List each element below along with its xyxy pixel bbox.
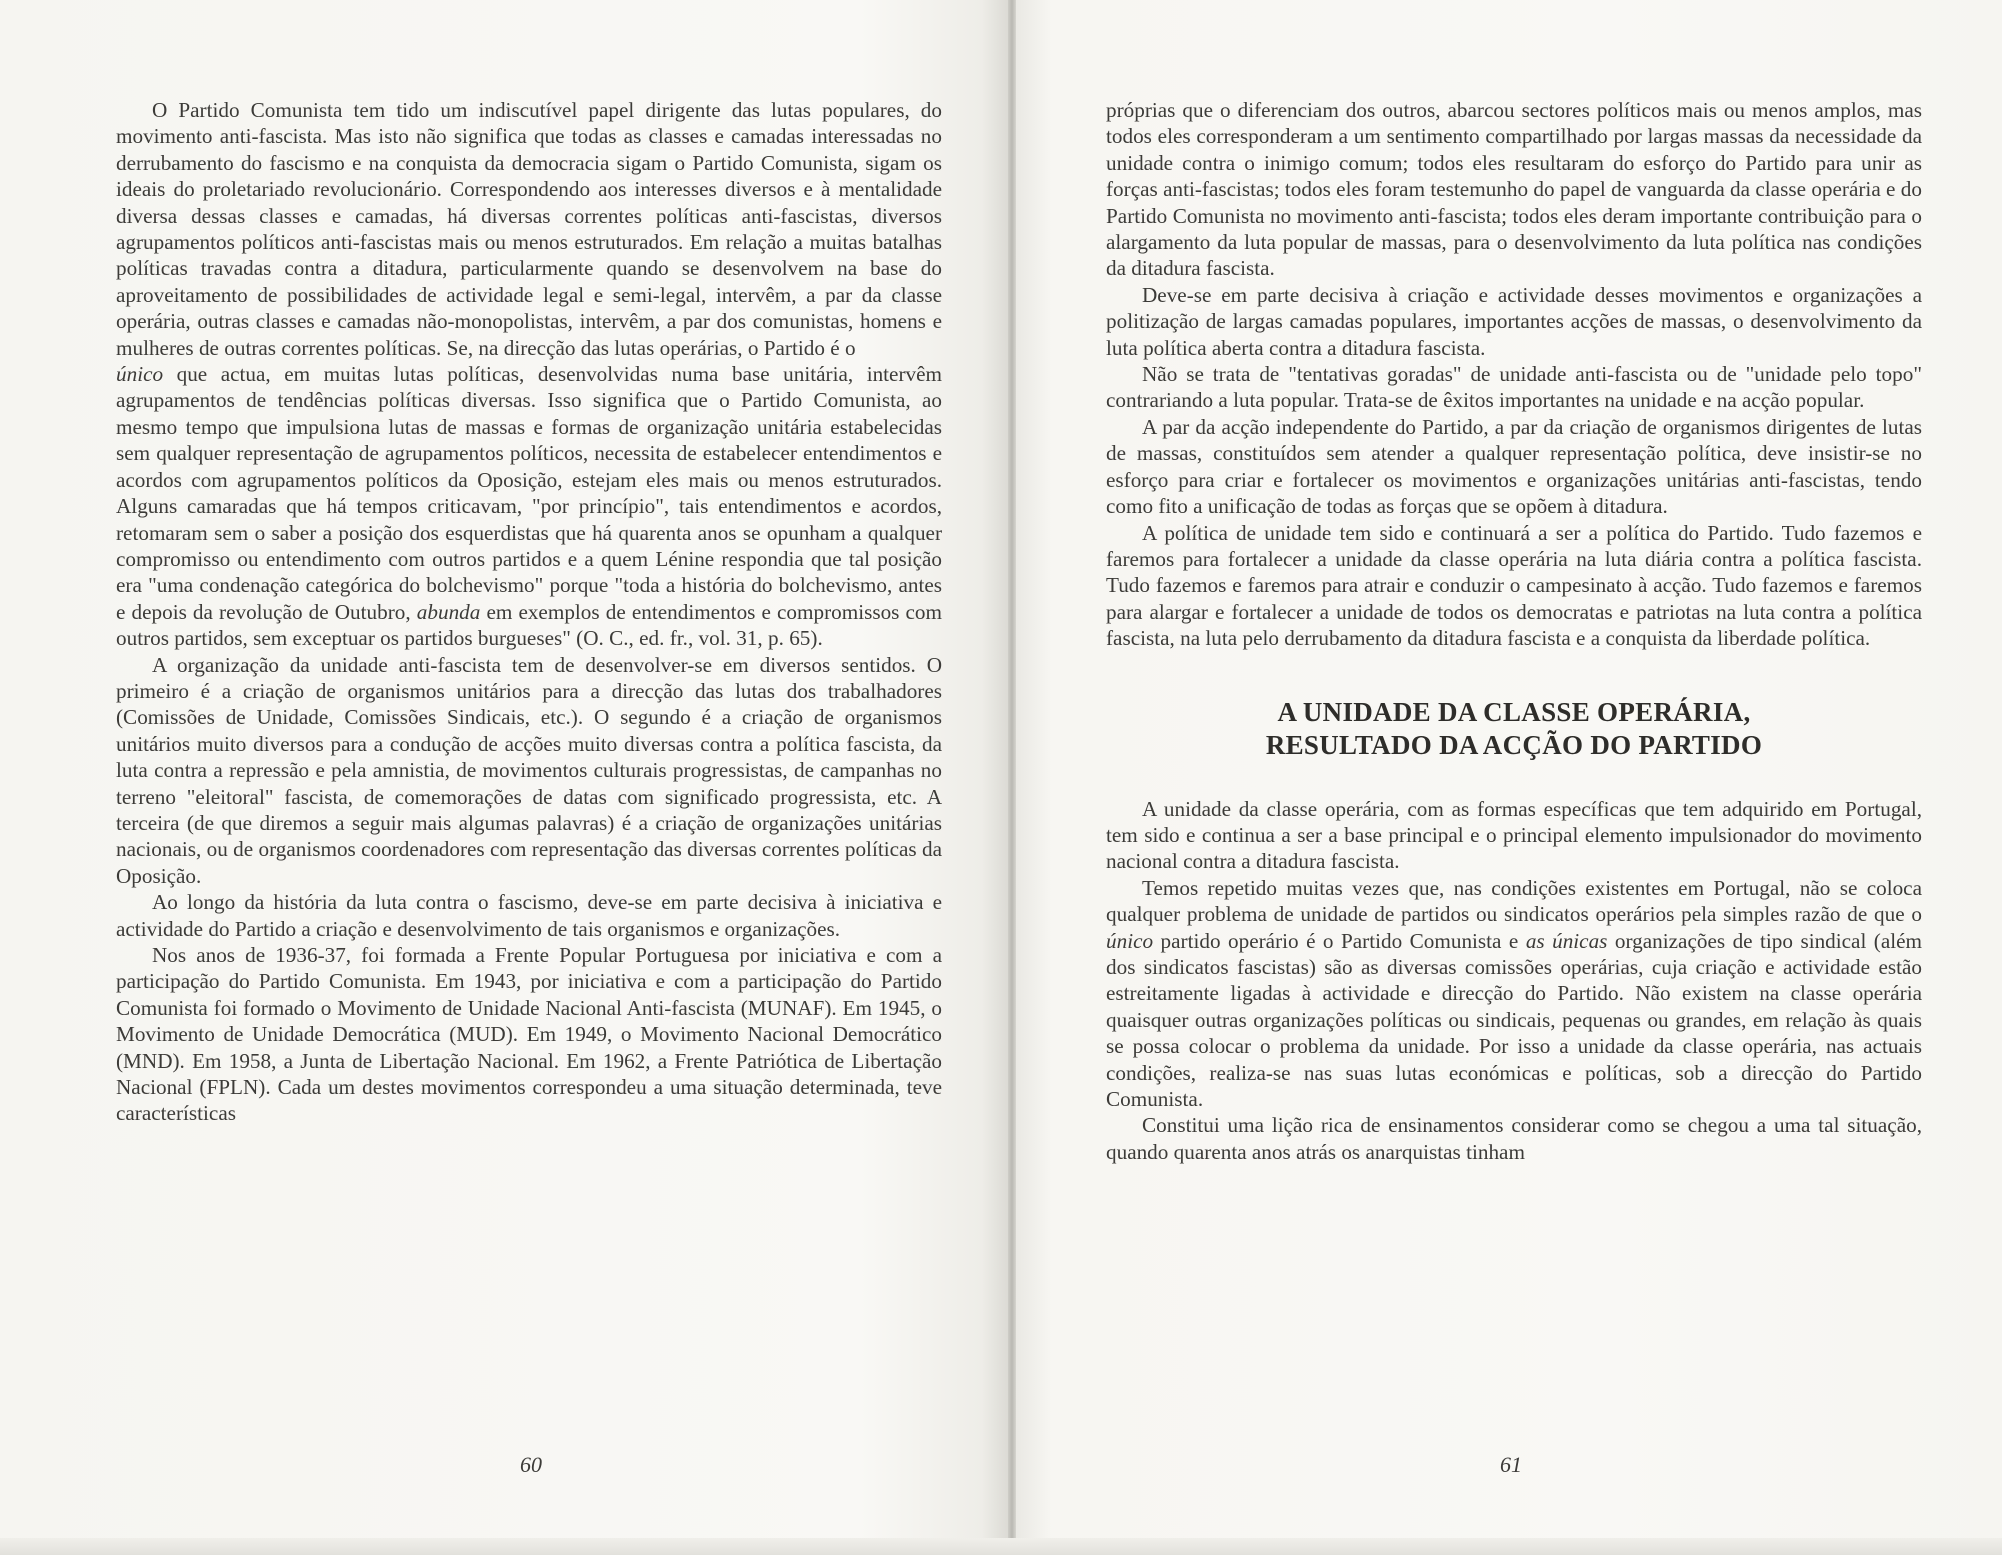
italic-word: único <box>116 362 164 387</box>
paragraph: Ao longo da história da luta contra o fascismo, deve-se em parte decisiva à iniciativa e actividade do Partido a criação e desenvolvimento de tais organismos e organizações. <box>116 890 942 941</box>
page-number: 61 <box>1500 1452 1522 1477</box>
book-gutter <box>1008 0 1016 1555</box>
paragraph-text: em exemplos de entendimentos e compromissos com outros partidos, sem exceptuar os partidos burgueses" (O. C., ed. fr., vol. 31, p. 65). <box>116 599 943 651</box>
paragraph: Não se trata de "tentativas goradas" de unidade anti-fascista ou de "unidade pelo topo" contrariando a luta popular. Trata-se de êxitos importantes na unidade e na acção popular. <box>1106 362 1922 413</box>
paragraph: próprias que o diferenciam dos outros, abarcou sectores políticos mais ou menos amplos, mas todos eles corresponderam a um sentimento compartilhado por largas massas da necessidade da unidade contra o inimigo comum; todos eles resultaram do esforço do Partido para unir as forças anti-fascistas; todos eles foram testemunho do papel de vanguarda da classe operária e do Partido Comunista no movimento anti-fascista; todos eles deram importante contribuição para o alargamento da luta popular de massas, para o desenvolvimento da luta política nas condições da ditadura fascista. <box>1106 98 1922 281</box>
paragraph: Constitui uma lição rica de ensinamentos considerar como se chegou a uma tal situação, quando quarenta anos atrás os anarquistas tinham <box>1106 1113 1922 1164</box>
paragraph-text: organizações de tipo sindical (além dos sindicatos fascistas) são as diversas comissões operárias, cuja criação e actividade estão estreitamente ligadas à actividade e direcção do Partido. Não existem na classe operária quaisquer outras organizações políticas ou sindicais, pequenas ou grandes, em relação às quais se possa colocar o problema da unidade. Por isso a unidade da classe operária, nas actuais condições, realiza-se nas suas lutas económicas e políticas, sob a direcção do Partido Comunista. <box>1106 928 1923 1111</box>
italic-word: único <box>1106 928 1154 953</box>
paragraph: A política de unidade tem sido e continuará a ser a política do Partido. Tudo fazemos e faremos para fortalecer a unidade da classe operária na luta diária contra a política fascista. Tudo fazemos e faremos para atrair e conduzir o campesinato à acção. Tudo fazemos e faremos para alargar e fortalecer a unidade de todos os democratas e patriotas na luta contra a política fascista, na luta pelo derrubamento da ditadura fascista e a conquista da liberdade política. <box>1106 520 1922 651</box>
paragraph: Deve-se em parte decisiva à criação e actividade desses movimentos e organizações a politização de largas camadas populares, importantes acções de massas, o desenvolvimento da luta política aberta contra a ditadura fascista. <box>1106 282 1922 360</box>
section-heading-line: A UNIDADE DA CLASSE OPERÁRIA, <box>1277 696 1751 727</box>
italic-word: as únicas <box>1525 928 1608 953</box>
paragraph-text: que actua, em muitas lutas políticas, desenvolvidas numa base unitária, intervêm agrupamentos de tendências políticas diversas. Isso significa que o Partido Comunista, ao mesmo tempo que impulsiona lutas de massas e formas de organização unitária estabelecidas sem qualquer representação de agrupamentos políticos, necessita de estabelecer entendimentos e acordos com agrupamentos políticos da Oposição, estejam eles mais ou menos estruturados. Alguns camaradas que há tempos criticavam, "por princípio", tais entendimentos e acordos, retomaram sem o saber a posição dos esquerdistas que há quarenta anos se opunham a qualquer compromisso ou entendimento com outros partidos e a quem Lénine respondia que tal posição era "uma condenação categórica do bolchevismo" porque "toda a história do bolchevismo, antes e depois da revolução de Outubro, <box>116 362 942 624</box>
left-page-body <box>116 97 942 1127</box>
page-bottom-edge <box>0 1538 2002 1555</box>
paragraph: A unidade da classe operária, com as formas específicas que tem adquirido em Portugal, tem sido e continua a ser a base principal e o principal elemento impulsionador do movimento nacional contra a ditadura fascista. <box>1106 796 1922 874</box>
section-heading-line: RESULTADO DA ACÇÃO DO PARTIDO <box>1265 729 1763 760</box>
paragraph: Nos anos de 1936-37, foi formada a Frente Popular Portuguesa por iniciativa e com a participação do Partido Comunista. Em 1943, por iniciativa e com a participação do Partido Comunista foi formado o Movimento de Unidade Nacional Anti-fascista (MUNAF). Em 1945, o Movimento de Unidade Democrática (MUD). Em 1949, o Movimento Nacional Democrático (MND). Em 1958, a Junta de Libertação Nacional. Em 1962, a Frente Patriótica de Libertação Nacional (FPLN). Cada um destes movimentos correspondeu a uma situação determinada, teve características <box>116 943 942 1126</box>
italic-word: abunda <box>416 599 481 624</box>
paragraph-text: partido operário é o Partido Comunista e <box>1160 928 1519 953</box>
paragraph: A par da acção independente do Partido, a par da criação de organismos dirigentes de lutas de massas, constituídos sem atender a qualquer representação política, deve insistir-se no esforço para criar e fortalecer os movimentos e organizações unitárias anti-fascistas, tendo como fito a unificação de todas as forças que se opõem à ditadura. <box>1106 414 1922 519</box>
section-heading <box>1106 696 1922 762</box>
paragraph-text: Temos repetido muitas vezes que, nas condições existentes em Portugal, não se coloca qualquer problema de unidade de partidos ou sindicatos operários pela simples razão de que o <box>1106 875 1922 927</box>
paragraph <box>1106 875 1922 1113</box>
paragraph: A organização da unidade anti-fascista tem de desenvolver-se em diversos sentidos. O primeiro é a criação de organismos unitários para a direcção das lutas dos trabalhadores (Comissões de Unidade, Comissões Sindicais, etc.). O segundo é a criação de organismos unitários muito diversos para a condução de acções muito diversas contra a política fascista, da luta contra a repressão e pela amnistia, de movimentos culturais progressistas, de campanhas no terreno "eleitoral" fascista, de comemorações de datas com significado progressista, etc. A terceira (de que diremos a seguir mais algumas palavras) é a criação de organizações unitárias nacionais, ou de organismos coordenadores com representação das diversas correntes políticas da Oposição. <box>116 652 942 888</box>
page-number: 60 <box>520 1452 542 1477</box>
paragraph <box>116 361 942 651</box>
right-page-body <box>1106 97 1922 1165</box>
paragraph: O Partido Comunista tem tido um indiscutível papel dirigente das lutas populares, do movimento anti-fascista. Mas isto não significa que todas as classes e camadas interessadas no derrubamento do fascismo e na conquista da democracia sigam o Partido Comunista, sigam os ideais do proletariado revolucionário. Correspondendo aos interesses diversos e à mentalidade diversa dessas classes e camadas, há diversas correntes políticas anti-fascistas, diversos agrupamentos políticos anti-fascistas mais ou menos estruturados. Em relação a muitas batalhas políticas travadas contra a ditadura, particularmente quando se desenvolvem na base do aproveitamento de possibilidades de actividade legal e semi-legal, intervêm, a par da classe operária, outras classes e camadas não-monopolistas, intervêm, a par dos comunistas, homens e mulheres de outras correntes políticas. Se, na direcção das lutas operárias, o Partido é o <box>116 98 942 360</box>
